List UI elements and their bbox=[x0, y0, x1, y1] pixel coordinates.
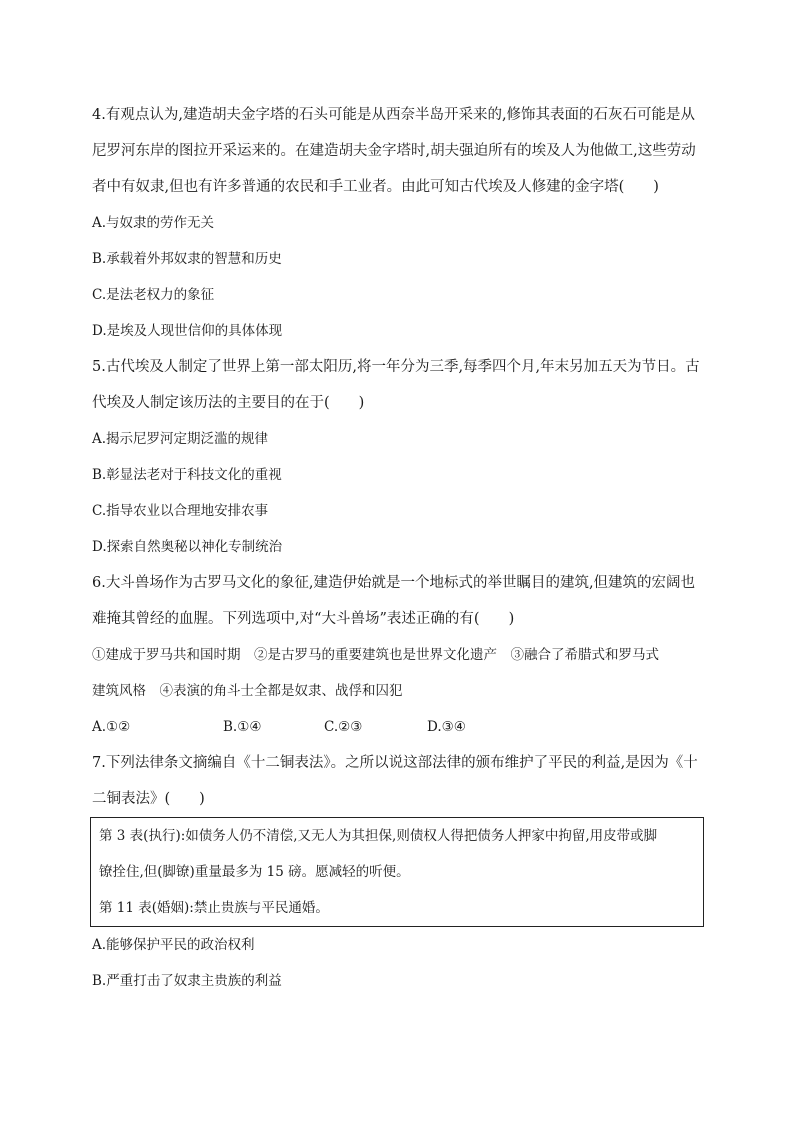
q4-option-b: B.承载着外邦奴隶的智慧和历史 bbox=[92, 251, 282, 267]
q6-option-a: A.①② bbox=[92, 719, 131, 735]
q5-option-d: D.探索自然奥秘以神化专制统治 bbox=[92, 539, 283, 555]
q5-option-c: C.指导农业以合理地安排农事 bbox=[92, 503, 269, 519]
q4-option-d: D.是埃及人现世信仰的具体体现 bbox=[92, 323, 283, 339]
q7-option-a: A.能够保护平民的政治权利 bbox=[92, 937, 255, 953]
q5-stem-line-1: 5.古代埃及人制定了世界上第一部太阳历,将一年分为三季,每季四个月,年末另加五天为节日。古 bbox=[92, 359, 700, 375]
q6-statement-line-1: ①建成于罗马共和国时期 ②是古罗马的重要建筑也是世界文化遗产 ③融合了希腊式和罗马式 bbox=[92, 647, 659, 663]
q4-option-a: A.与奴隶的劳作无关 bbox=[92, 215, 215, 231]
q4-stem-line-3: 者中有奴隶,但也有许多普通的农民和手工业者。由此可知古代埃及人修建的金字塔( ) bbox=[92, 179, 659, 195]
q5-option-a: A.揭示尼罗河定期泛滥的规律 bbox=[92, 431, 269, 447]
q7-source-line-2: 镣拴住,但(脚镣)重量最多为 15 磅。愿减轻的听便。 bbox=[99, 864, 410, 880]
q5-stem-line-2: 代埃及人制定该历法的主要目的在于( ) bbox=[92, 395, 365, 411]
q6-options-row bbox=[92, 717, 706, 737]
q7-source-box bbox=[90, 817, 704, 927]
q4-option-c: C.是法老权力的象征 bbox=[92, 287, 215, 303]
q6-option-d: D.③④ bbox=[427, 719, 466, 735]
q6-statement-line-2: 建筑风格 ④表演的角斗士全都是奴隶、战俘和囚犯 bbox=[92, 683, 403, 699]
q5-option-b: B.彰显法老对于科技文化的重视 bbox=[92, 467, 282, 483]
q7-option-b: B.严重打击了奴隶主贵族的利益 bbox=[92, 973, 282, 989]
q7-source-line-1: 第 3 表(执行):如债务人仍不清偿,又无人为其担保,则债权人得把债务人押家中拘留,用皮带或脚 bbox=[99, 828, 658, 844]
q6-option-c: C.②③ bbox=[324, 719, 363, 735]
q7-source-line-3: 第 11 表(婚姻):禁止贵族与平民通婚。 bbox=[99, 900, 329, 916]
q4-stem-line-2: 尼罗河东岸的图拉开采运来的。在建造胡夫金字塔时,胡夫强迫所有的埃及人为他做工,这些劳动 bbox=[92, 143, 696, 159]
q7-stem-line-1: 7.下列法律条文摘编自《十二铜表法》。之所以说这部法律的颁布维护了平民的利益,是因为《十 bbox=[92, 755, 698, 771]
q4-stem-line-1: 4.有观点认为,建造胡夫金字塔的石头可能是从西奈半岛开采来的,修饰其表面的石灰石可能是从 bbox=[92, 107, 696, 123]
q7-stem-line-2: 二铜表法》( ) bbox=[92, 791, 205, 807]
q6-option-b: B.①④ bbox=[223, 719, 262, 735]
q6-stem-line-2: 难掩其曾经的血腥。下列选项中,对“大斗兽场”表述正确的有( ) bbox=[92, 611, 515, 627]
q6-stem-line-1: 6.大斗兽场作为古罗马文化的象征,建造伊始就是一个地标式的举世瞩目的建筑,但建筑的宏阔也 bbox=[92, 575, 696, 591]
